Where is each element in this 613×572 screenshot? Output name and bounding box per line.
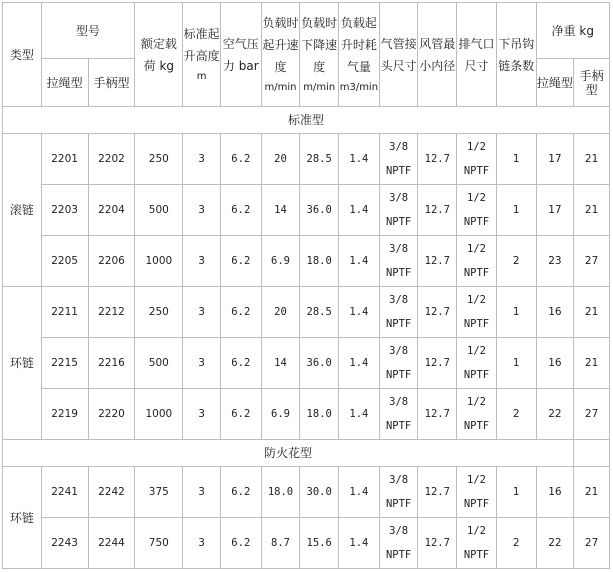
cell-exhaust-thread: NPTF: [463, 216, 490, 228]
header-exhaust: [457, 3, 497, 107]
cell-exhaust-size: 1/2: [467, 243, 486, 255]
cell-connector: [379, 389, 418, 440]
cell-load: 500: [135, 185, 183, 236]
cell-connector: [379, 236, 418, 287]
header-load: [135, 3, 183, 107]
header-air-pressure-line2: 力 bar: [222, 58, 259, 73]
table-row: [3, 518, 610, 569]
header-row-1: [3, 3, 610, 59]
cell-weight-handle: 21: [574, 467, 610, 518]
cell-weight-handle: 27: [574, 389, 610, 440]
cell-exhaust-thread: NPTF: [463, 498, 490, 510]
cell-exhaust: [457, 518, 497, 569]
cell-chain-count: 1: [496, 134, 536, 185]
header-chain-count-line2: 链条数: [498, 58, 535, 73]
cell-hose: 12.7: [418, 134, 457, 185]
cell-lower-speed: 18.0: [300, 236, 339, 287]
header-type: 类型: [3, 3, 42, 107]
cell-exhaust-thread: NPTF: [463, 318, 490, 330]
group-ring: 环链: [3, 287, 42, 440]
cell-lift-speed: 20: [261, 287, 300, 338]
table-row: [3, 467, 610, 518]
header-hose-line1: 风管最: [419, 36, 456, 51]
cell-weight-pull: 16: [536, 338, 574, 389]
header-lift-speed-line1: 负载时: [262, 15, 299, 30]
cell-air-pressure: 6.2: [220, 518, 261, 569]
cell-weight-handle: 21: [574, 338, 610, 389]
cell-lower-speed: 28.5: [300, 287, 339, 338]
header-load-line2: 荷 kg: [143, 58, 175, 73]
cell-lower-speed: 15.6: [300, 518, 339, 569]
cell-exhaust-size: 1/2: [467, 192, 486, 204]
section-spark-empty: [574, 440, 610, 467]
cell-exhaust-thread: NPTF: [463, 369, 490, 381]
cell-exhaust-size: 1/2: [467, 396, 486, 408]
header-hose: [418, 3, 457, 107]
header-air-consumption: [339, 3, 380, 107]
cell-exhaust: [457, 134, 497, 185]
header-connector-line1: 气管接: [380, 36, 417, 51]
cell-load: 1000: [135, 236, 183, 287]
cell-air-consumption: 1.4: [339, 467, 380, 518]
cell-connector-size: 3/8: [389, 345, 409, 357]
cell-air-consumption: 1.4: [339, 185, 380, 236]
cell-load: 250: [135, 134, 183, 185]
cell-connector: [379, 338, 418, 389]
cell-connector-thread: NPTF: [385, 498, 412, 510]
cell-weight-handle: 21: [574, 134, 610, 185]
cell-hose: 12.7: [418, 236, 457, 287]
cell-exhaust-size: 1/2: [467, 345, 486, 357]
cell-hose: 12.7: [418, 338, 457, 389]
cell-air-pressure: 6.2: [220, 389, 261, 440]
header-air-pressure: [220, 3, 261, 107]
cell-load: 1000: [135, 389, 183, 440]
section-row-standard: [3, 107, 610, 134]
cell-lower-speed: 30.0: [300, 467, 339, 518]
header-exhaust-line1: 排气口: [458, 36, 495, 51]
cell-chain-count: 1: [496, 185, 536, 236]
cell-connector-thread: NPTF: [385, 420, 412, 432]
header-lower-speed-unit: m/min: [303, 81, 336, 93]
cell-air-pressure: 6.2: [220, 287, 261, 338]
cell-connector-size: 3/8: [389, 141, 409, 153]
header-air-consumption-unit: m3/min: [339, 81, 379, 93]
cell-lift-speed: 20: [261, 134, 300, 185]
header-lower-speed-line1: 负载时: [301, 15, 338, 30]
cell-connector-thread: NPTF: [385, 267, 412, 279]
cell-connector: [379, 134, 418, 185]
header-lift-height: [183, 3, 221, 107]
header-weight-pull: 拉绳型: [536, 59, 574, 107]
cell-air-consumption: 1.4: [339, 338, 380, 389]
header-lift-height-unit: m: [196, 70, 207, 82]
cell-hose: 12.7: [418, 287, 457, 338]
cell-air-consumption: 1.4: [339, 518, 380, 569]
cell-weight-pull: 16: [536, 287, 574, 338]
cell-chain-count: 2: [496, 389, 536, 440]
header-weight: 净重 kg: [536, 3, 609, 59]
cell-lift-speed: 8.7: [261, 518, 300, 569]
cell-lift-height: 3: [183, 518, 221, 569]
cell-exhaust-thread: NPTF: [463, 549, 490, 561]
cell-lift-height: 3: [183, 389, 221, 440]
cell-chain-count: 2: [496, 518, 536, 569]
cell-weight-pull: 17: [536, 185, 574, 236]
cell-connector-thread: NPTF: [385, 318, 412, 330]
cell-lift-height: 3: [183, 185, 221, 236]
cell-weight-handle: 21: [574, 287, 610, 338]
cell-model-handle: 2212: [88, 287, 135, 338]
cell-air-pressure: 6.2: [220, 467, 261, 518]
group-ring-spark: 环链: [3, 467, 42, 569]
table-row: [3, 389, 610, 440]
cell-hose: 12.7: [418, 518, 457, 569]
header-air-pressure-line1: 空气压: [222, 36, 259, 51]
cell-model-pull: 2211: [41, 287, 88, 338]
cell-load: 375: [135, 467, 183, 518]
cell-model-pull: 2243: [41, 518, 88, 569]
cell-weight-pull: 16: [536, 467, 574, 518]
cell-model-handle: 2202: [88, 134, 135, 185]
cell-lower-speed: 36.0: [300, 338, 339, 389]
cell-lift-speed: 6.9: [261, 236, 300, 287]
cell-air-consumption: 1.4: [339, 389, 380, 440]
cell-weight-pull: 22: [536, 389, 574, 440]
header-load-line1: 额定载: [140, 36, 177, 51]
table-row: [3, 236, 610, 287]
cell-load: 250: [135, 287, 183, 338]
table-row: [3, 338, 610, 389]
cell-air-pressure: 6.2: [220, 236, 261, 287]
cell-lift-speed: 18.0: [261, 467, 300, 518]
cell-air-pressure: 6.2: [220, 338, 261, 389]
cell-exhaust-thread: NPTF: [463, 267, 490, 279]
group-roller: 滚链: [3, 134, 42, 287]
cell-exhaust-size: 1/2: [467, 141, 486, 153]
cell-hose: 12.7: [418, 185, 457, 236]
header-air-consumption-line2: 升时耗: [340, 37, 377, 52]
cell-connector-size: 3/8: [389, 243, 409, 255]
header-exhaust-line2: 尺寸: [464, 58, 489, 73]
cell-weight-handle: 27: [574, 236, 610, 287]
cell-lift-height: 3: [183, 338, 221, 389]
cell-model-handle: 2242: [88, 467, 135, 518]
cell-chain-count: 2: [496, 236, 536, 287]
header-lift-speed-line3: 度: [274, 59, 287, 74]
cell-model-pull: 2241: [41, 467, 88, 518]
cell-connector-size: 3/8: [389, 294, 409, 306]
cell-exhaust: [457, 287, 497, 338]
cell-lower-speed: 36.0: [300, 185, 339, 236]
cell-chain-count: 1: [496, 287, 536, 338]
cell-lift-height: 3: [183, 134, 221, 185]
header-lower-speed-line3: 度: [313, 59, 326, 74]
cell-connector-thread: NPTF: [385, 216, 412, 228]
cell-connector: [379, 287, 418, 338]
header-hose-line2: 小内径: [419, 58, 456, 73]
cell-lower-speed: 28.5: [300, 134, 339, 185]
cell-air-consumption: 1.4: [339, 287, 380, 338]
header-connector: [379, 3, 418, 107]
header-lift-height-line2: 升高度: [183, 48, 220, 63]
cell-exhaust: [457, 389, 497, 440]
header-lower-speed-line2: 下降速: [301, 37, 338, 52]
cell-air-pressure: 6.2: [220, 134, 261, 185]
cell-exhaust-size: 1/2: [467, 525, 486, 537]
cell-exhaust: [457, 236, 497, 287]
cell-exhaust-thread: NPTF: [463, 165, 490, 177]
header-air-consumption-line3: 气量: [346, 59, 371, 74]
cell-model-handle: 2244: [88, 518, 135, 569]
cell-weight-pull: 23: [536, 236, 574, 287]
cell-connector: [379, 467, 418, 518]
cell-lift-height: 3: [183, 287, 221, 338]
cell-connector-size: 3/8: [389, 525, 409, 537]
header-model-pull: 拉绳型: [41, 59, 88, 107]
header-model-handle: 手柄型: [88, 59, 135, 107]
cell-connector-thread: NPTF: [385, 369, 412, 381]
cell-lift-speed: 14: [261, 185, 300, 236]
header-chain-count-line1: 下吊钩: [498, 36, 535, 51]
cell-load: 500: [135, 338, 183, 389]
cell-exhaust-size: 1/2: [467, 474, 486, 486]
cell-connector-size: 3/8: [389, 192, 409, 204]
cell-model-pull: 2203: [41, 185, 88, 236]
cell-exhaust: [457, 338, 497, 389]
cell-weight-pull: 17: [536, 134, 574, 185]
cell-model-handle: 2220: [88, 389, 135, 440]
header-lift-speed-unit: m/min: [264, 81, 297, 93]
cell-air-consumption: 1.4: [339, 134, 380, 185]
cell-exhaust-size: 1/2: [467, 294, 486, 306]
cell-connector-thread: NPTF: [385, 165, 412, 177]
cell-model-pull: 2219: [41, 389, 88, 440]
cell-lift-speed: 14: [261, 338, 300, 389]
hoist-spec-table: [2, 2, 610, 569]
cell-lift-height: 3: [183, 467, 221, 518]
cell-model-handle: 2204: [88, 185, 135, 236]
cell-model-handle: 2216: [88, 338, 135, 389]
header-weight-handle: 手柄型: [574, 59, 610, 107]
cell-chain-count: 1: [496, 338, 536, 389]
cell-connector-size: 3/8: [389, 396, 409, 408]
cell-load: 750: [135, 518, 183, 569]
table-row: [3, 134, 610, 185]
cell-chain-count: 1: [496, 467, 536, 518]
header-lower-speed: [300, 3, 339, 107]
cell-air-consumption: 1.4: [339, 236, 380, 287]
cell-model-pull: 2205: [41, 236, 88, 287]
cell-hose: 12.7: [418, 389, 457, 440]
cell-weight-handle: 27: [574, 518, 610, 569]
cell-hose: 12.7: [418, 467, 457, 518]
cell-model-pull: 2215: [41, 338, 88, 389]
cell-air-pressure: 6.2: [220, 185, 261, 236]
cell-model-handle: 2206: [88, 236, 135, 287]
header-lift-speed-line2: 起升速: [262, 37, 299, 52]
header-air-consumption-line1: 负载起: [340, 15, 377, 30]
table-row: [3, 185, 610, 236]
cell-exhaust: [457, 467, 497, 518]
cell-exhaust-thread: NPTF: [463, 420, 490, 432]
cell-model-pull: 2201: [41, 134, 88, 185]
cell-lower-speed: 18.0: [300, 389, 339, 440]
section-row-spark: [3, 440, 610, 467]
header-connector-line2: 头尺寸: [380, 58, 417, 73]
header-lift-speed: [261, 3, 300, 107]
cell-weight-handle: 21: [574, 185, 610, 236]
cell-connector: [379, 185, 418, 236]
cell-connector-size: 3/8: [389, 474, 409, 486]
cell-connector-thread: NPTF: [385, 549, 412, 561]
header-lift-height-line1: 标准起: [183, 26, 220, 41]
cell-lift-height: 3: [183, 236, 221, 287]
section-standard: 标准型: [3, 107, 610, 134]
header-model: 型号: [41, 3, 135, 59]
cell-connector: [379, 518, 418, 569]
section-spark: 防火花型: [3, 440, 574, 467]
table-row: [3, 287, 610, 338]
header-chain-count: [496, 3, 536, 107]
cell-weight-pull: 22: [536, 518, 574, 569]
cell-lift-speed: 6.9: [261, 389, 300, 440]
cell-exhaust: [457, 185, 497, 236]
